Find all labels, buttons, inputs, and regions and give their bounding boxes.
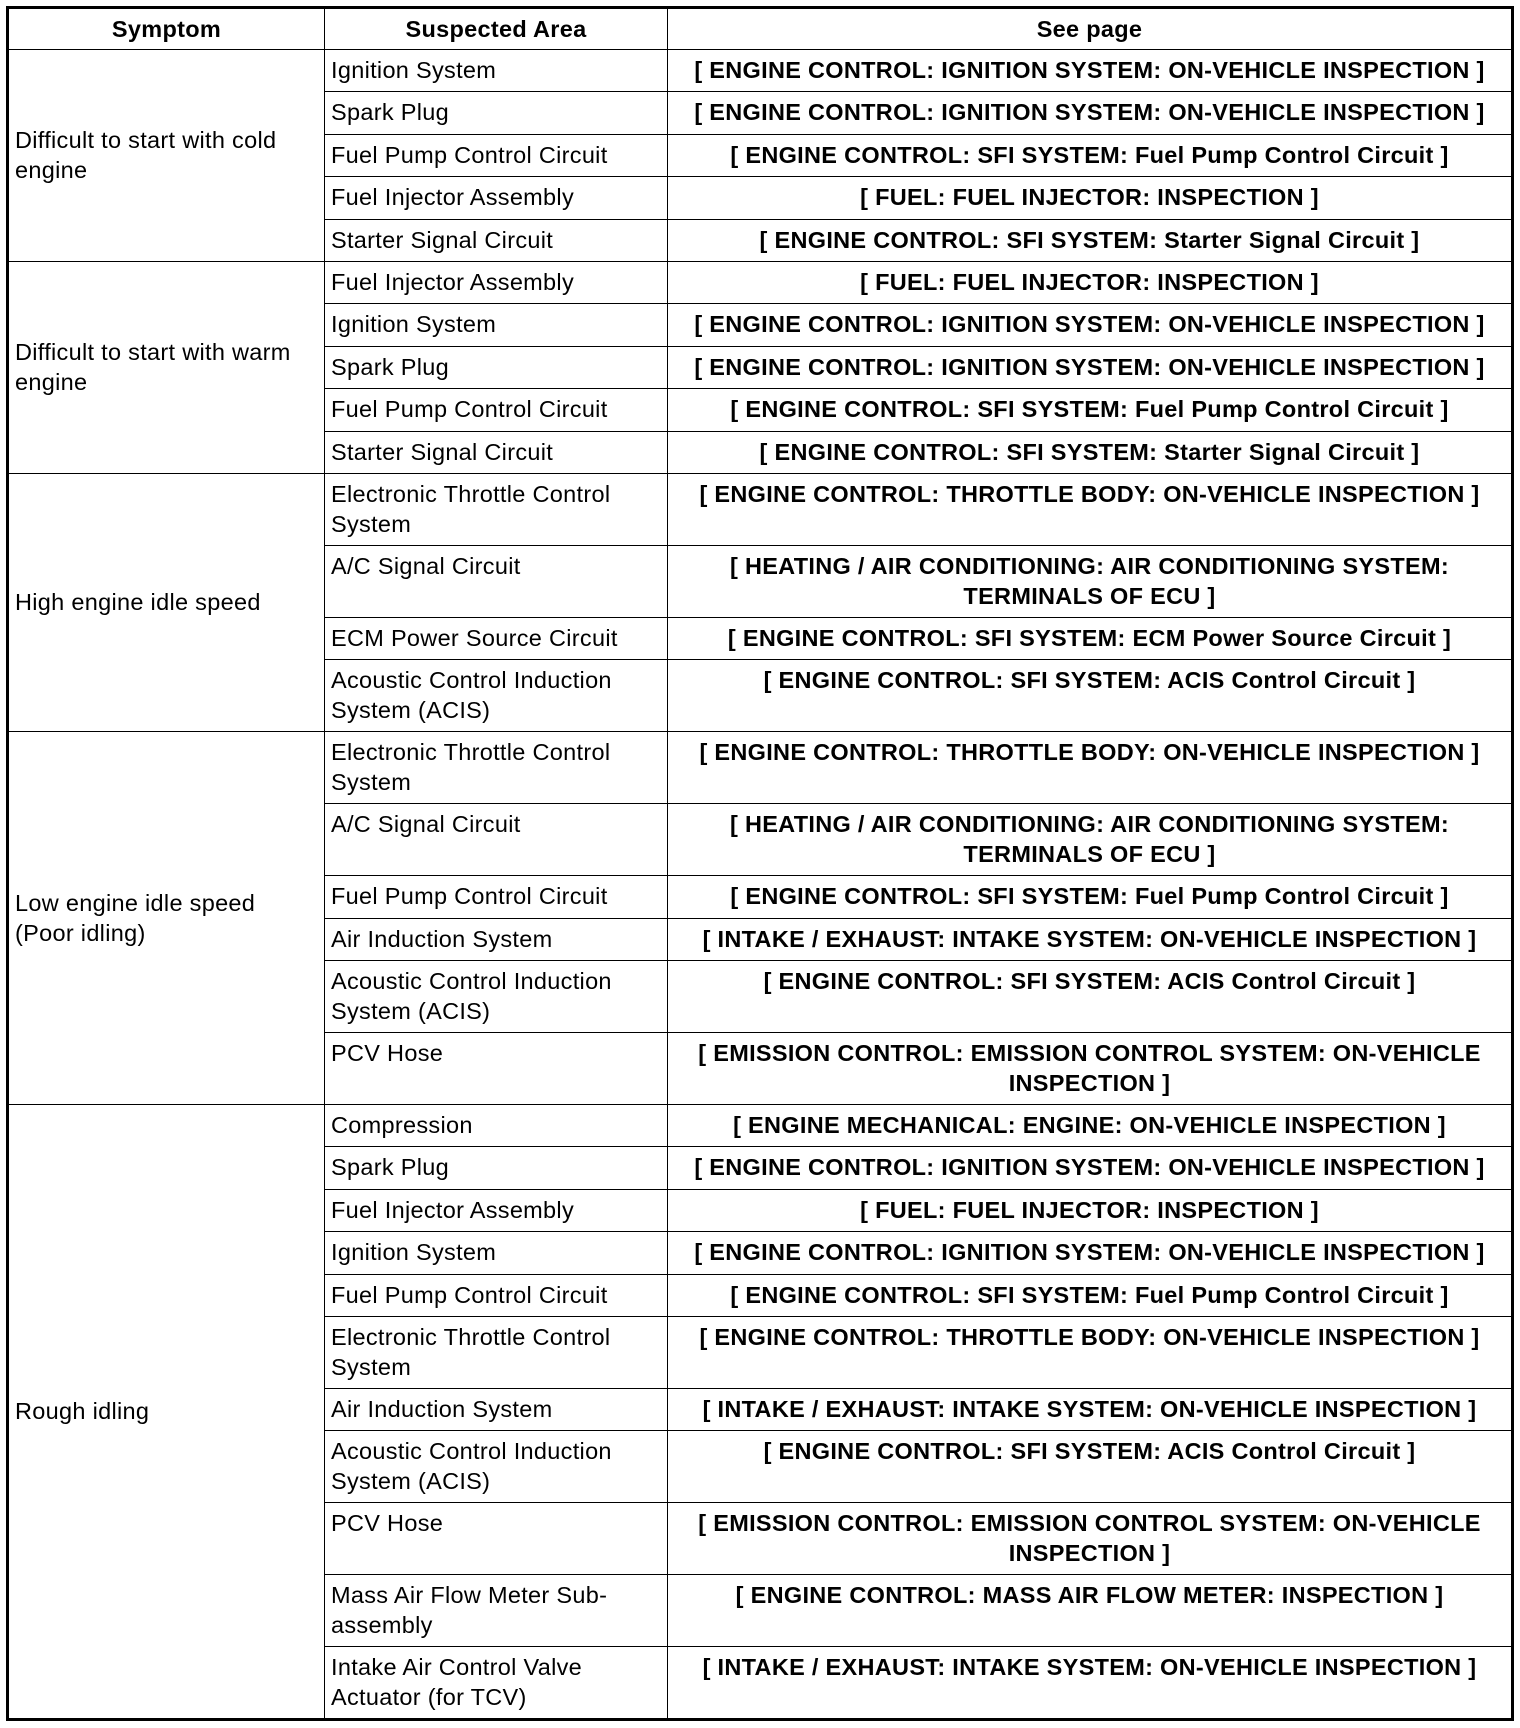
suspected-area-cell: Mass Air Flow Meter Sub-assembly (325, 1575, 668, 1647)
suspected-area-cell: Air Induction System (325, 1389, 668, 1431)
suspected-area-cell: A/C Signal Circuit (325, 804, 668, 876)
suspected-area-cell: PCV Hose (325, 1503, 668, 1575)
suspected-area-cell: Electronic Throttle Control System (325, 1317, 668, 1389)
suspected-area-cell: PCV Hose (325, 1033, 668, 1105)
symptom-cell: Low engine idle speed (Poor idling) (8, 732, 325, 1105)
suspected-area-cell: ECM Power Source Circuit (325, 617, 668, 659)
see-page-link[interactable]: [ ENGINE CONTROL: SFI SYSTEM: Fuel Pump Control Circuit ] (668, 389, 1513, 431)
see-page-link[interactable]: [ ENGINE CONTROL: IGNITION SYSTEM: ON-VEHICLE INSPECTION ] (668, 92, 1513, 134)
suspected-area-cell: Air Induction System (325, 918, 668, 960)
suspected-area-cell: Spark Plug (325, 1147, 668, 1189)
see-page-link[interactable]: [ ENGINE CONTROL: IGNITION SYSTEM: ON-VEHICLE INSPECTION ] (668, 1147, 1513, 1189)
suspected-area-cell: Ignition System (325, 1232, 668, 1274)
suspected-area-cell: Fuel Injector Assembly (325, 1189, 668, 1231)
table-row (8, 1105, 1513, 1147)
see-page-link[interactable]: [ ENGINE CONTROL: IGNITION SYSTEM: ON-VEHICLE INSPECTION ] (668, 346, 1513, 388)
see-page-link[interactable]: [ INTAKE / EXHAUST: INTAKE SYSTEM: ON-VEHICLE INSPECTION ] (668, 1389, 1513, 1431)
suspected-area-cell: Intake Air Control Valve Actuator (for TCV) (325, 1647, 668, 1720)
suspected-area-cell: Ignition System (325, 304, 668, 346)
symptom-cell: High engine idle speed (8, 473, 325, 731)
suspected-area-cell: Starter Signal Circuit (325, 219, 668, 261)
suspected-area-cell: Fuel Pump Control Circuit (325, 389, 668, 431)
symptom-cell: Difficult to start with cold engine (8, 50, 325, 262)
table-row (8, 732, 1513, 804)
see-page-link[interactable]: [ ENGINE CONTROL: SFI SYSTEM: ACIS Control Circuit ] (668, 1431, 1513, 1503)
suspected-area-cell: Compression (325, 1105, 668, 1147)
symptom-cell: Rough idling (8, 1105, 325, 1720)
header-row (8, 8, 1513, 50)
see-page-link[interactable]: [ HEATING / AIR CONDITIONING: AIR CONDITIONING SYSTEM: TERMINALS OF ECU ] (668, 545, 1513, 617)
suspected-area-cell: Fuel Pump Control Circuit (325, 134, 668, 176)
see-page-link[interactable]: [ EMISSION CONTROL: EMISSION CONTROL SYSTEM: ON-VEHICLE INSPECTION ] (668, 1503, 1513, 1575)
see-page-link[interactable]: [ ENGINE CONTROL: IGNITION SYSTEM: ON-VEHICLE INSPECTION ] (668, 304, 1513, 346)
see-page-link[interactable]: [ ENGINE CONTROL: SFI SYSTEM: ACIS Control Circuit ] (668, 961, 1513, 1033)
suspected-area-cell: Acoustic Control Induction System (ACIS) (325, 660, 668, 732)
see-page-link[interactable]: [ ENGINE CONTROL: THROTTLE BODY: ON-VEHICLE INSPECTION ] (668, 1317, 1513, 1389)
suspected-area-cell: Fuel Pump Control Circuit (325, 1274, 668, 1316)
see-page-link[interactable]: [ ENGINE CONTROL: MASS AIR FLOW METER: INSPECTION ] (668, 1575, 1513, 1647)
suspected-area-cell: Starter Signal Circuit (325, 431, 668, 473)
table-row (8, 261, 1513, 303)
suspected-area-cell: Electronic Throttle Control System (325, 473, 668, 545)
suspected-area-cell: Fuel Injector Assembly (325, 261, 668, 303)
symptom-cell: Difficult to start with warm engine (8, 261, 325, 473)
see-page-link[interactable]: [ FUEL: FUEL INJECTOR: INSPECTION ] (668, 261, 1513, 303)
table-body (8, 50, 1513, 1720)
header-see-page: See page (668, 8, 1513, 50)
suspected-area-cell: Spark Plug (325, 92, 668, 134)
suspected-area-cell: Acoustic Control Induction System (ACIS) (325, 1431, 668, 1503)
see-page-link[interactable]: [ ENGINE CONTROL: SFI SYSTEM: ACIS Control Circuit ] (668, 660, 1513, 732)
table-row (8, 473, 1513, 545)
see-page-link[interactable]: [ ENGINE CONTROL: SFI SYSTEM: Starter Signal Circuit ] (668, 431, 1513, 473)
suspected-area-cell: Fuel Pump Control Circuit (325, 876, 668, 918)
suspected-area-cell: Spark Plug (325, 346, 668, 388)
see-page-link[interactable]: [ INTAKE / EXHAUST: INTAKE SYSTEM: ON-VEHICLE INSPECTION ] (668, 1647, 1513, 1720)
see-page-link[interactable]: [ ENGINE CONTROL: SFI SYSTEM: ECM Power Source Circuit ] (668, 617, 1513, 659)
suspected-area-cell: Ignition System (325, 50, 668, 92)
see-page-link[interactable]: [ ENGINE MECHANICAL: ENGINE: ON-VEHICLE INSPECTION ] (668, 1105, 1513, 1147)
see-page-link[interactable]: [ HEATING / AIR CONDITIONING: AIR CONDITIONING SYSTEM: TERMINALS OF ECU ] (668, 804, 1513, 876)
see-page-link[interactable]: [ ENGINE CONTROL: THROTTLE BODY: ON-VEHICLE INSPECTION ] (668, 473, 1513, 545)
problem-symptoms-table (6, 6, 1514, 1721)
suspected-area-cell: A/C Signal Circuit (325, 545, 668, 617)
see-page-link[interactable]: [ ENGINE CONTROL: IGNITION SYSTEM: ON-VEHICLE INSPECTION ] (668, 50, 1513, 92)
header-suspected-area: Suspected Area (325, 8, 668, 50)
see-page-link[interactable]: [ ENGINE CONTROL: THROTTLE BODY: ON-VEHICLE INSPECTION ] (668, 732, 1513, 804)
table-row (8, 50, 1513, 92)
see-page-link[interactable]: [ ENGINE CONTROL: SFI SYSTEM: Starter Signal Circuit ] (668, 219, 1513, 261)
see-page-link[interactable]: [ ENGINE CONTROL: SFI SYSTEM: Fuel Pump Control Circuit ] (668, 134, 1513, 176)
see-page-link[interactable]: [ ENGINE CONTROL: SFI SYSTEM: Fuel Pump Control Circuit ] (668, 1274, 1513, 1316)
header-symptom: Symptom (8, 8, 325, 50)
see-page-link[interactable]: [ ENGINE CONTROL: IGNITION SYSTEM: ON-VEHICLE INSPECTION ] (668, 1232, 1513, 1274)
suspected-area-cell: Electronic Throttle Control System (325, 732, 668, 804)
suspected-area-cell: Fuel Injector Assembly (325, 177, 668, 219)
troubleshooting-sheet (6, 6, 1511, 1721)
suspected-area-cell: Acoustic Control Induction System (ACIS) (325, 961, 668, 1033)
see-page-link[interactable]: [ FUEL: FUEL INJECTOR: INSPECTION ] (668, 177, 1513, 219)
see-page-link[interactable]: [ EMISSION CONTROL: EMISSION CONTROL SYSTEM: ON-VEHICLE INSPECTION ] (668, 1033, 1513, 1105)
see-page-link[interactable]: [ INTAKE / EXHAUST: INTAKE SYSTEM: ON-VEHICLE INSPECTION ] (668, 918, 1513, 960)
see-page-link[interactable]: [ ENGINE CONTROL: SFI SYSTEM: Fuel Pump Control Circuit ] (668, 876, 1513, 918)
see-page-link[interactable]: [ FUEL: FUEL INJECTOR: INSPECTION ] (668, 1189, 1513, 1231)
